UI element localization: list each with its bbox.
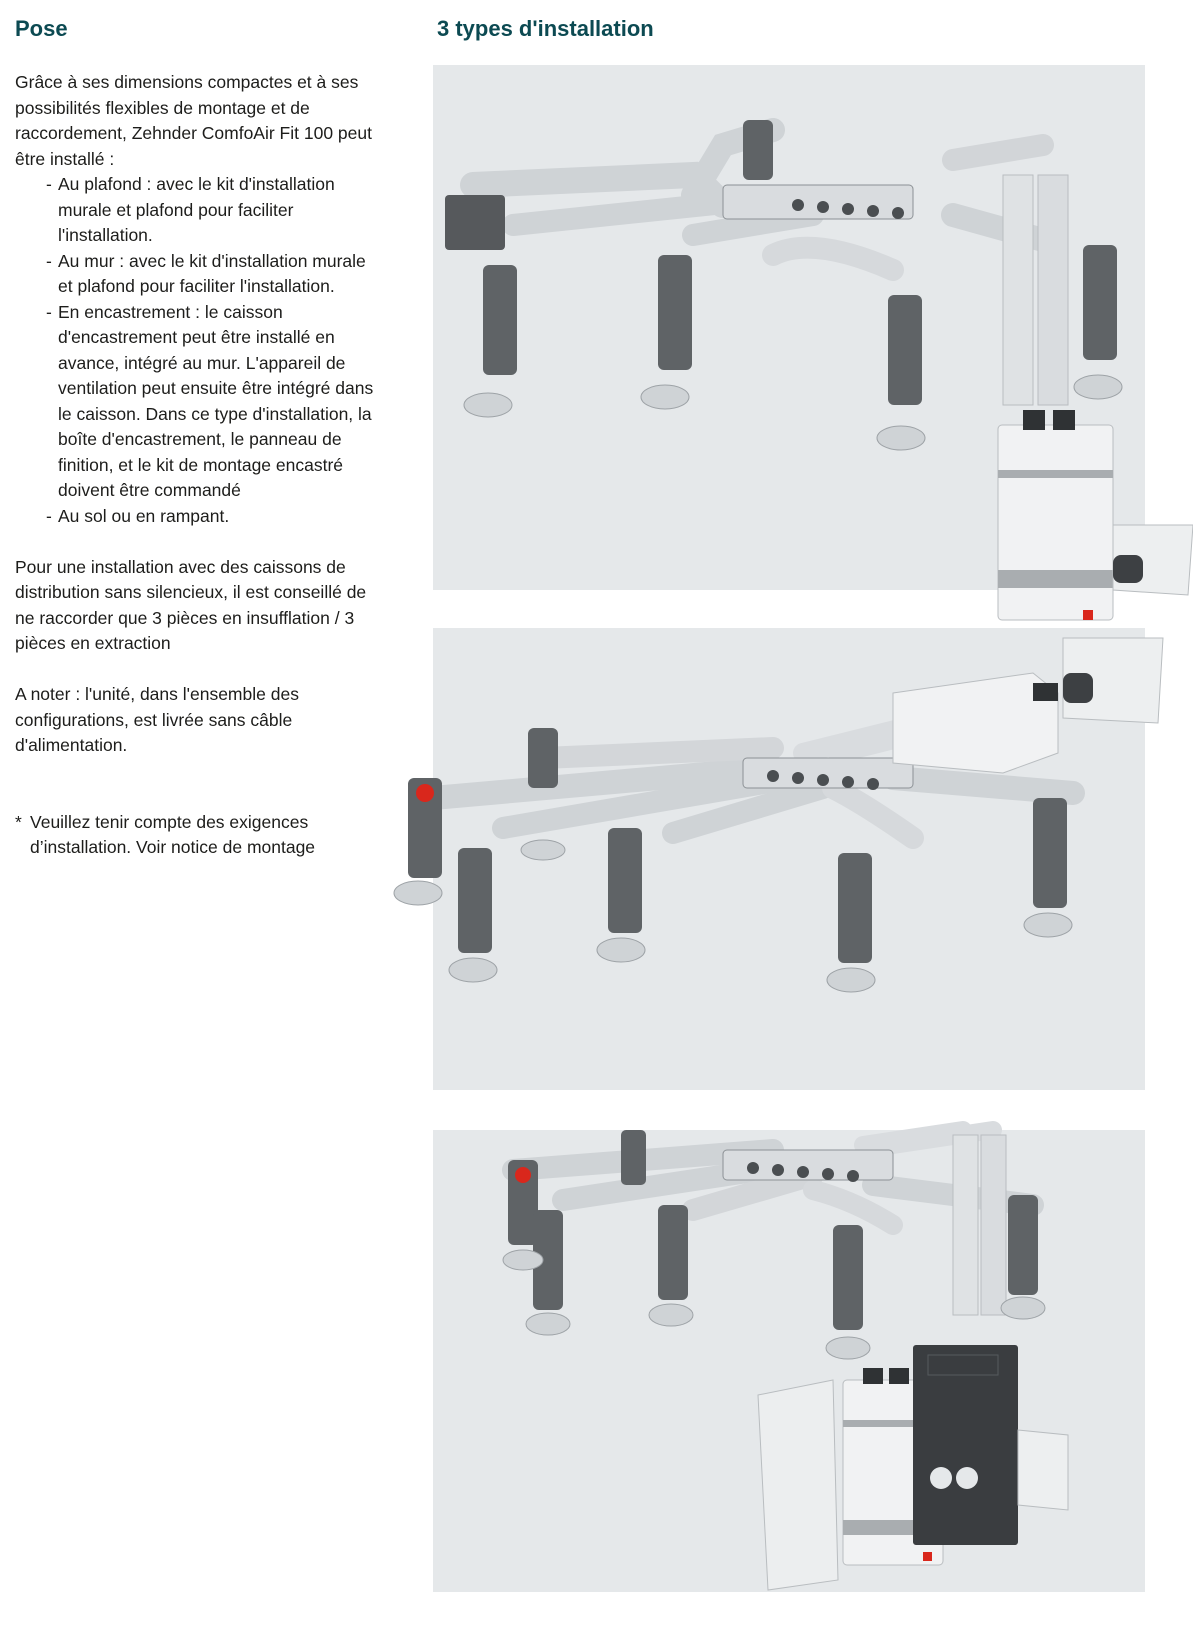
wall-plate — [1018, 1430, 1068, 1510]
vertical-duct — [1008, 1195, 1038, 1295]
spacer — [15, 657, 375, 683]
flex-duct — [773, 248, 893, 270]
recommendation-paragraph: Pour une installation avec des caissons de distribution sans silencieux, il est conseillé de ne raccorder que 3 pièces en insufflation / 3 pièces en extraction — [15, 556, 367, 653]
rigid-duct — [1003, 175, 1033, 405]
rigid-duct — [1038, 175, 1068, 405]
note-paragraph: A noter : l'unité, dans l'ensemble des configurations, est livrée sans câble d'alimentation. — [15, 684, 299, 755]
list-item — [15, 504, 375, 530]
vertical-duct — [833, 1225, 863, 1330]
diffuser-valve — [521, 840, 565, 860]
list-item — [15, 249, 375, 300]
bullet-dash: - — [46, 250, 52, 271]
diffuser-valve — [649, 1304, 693, 1326]
installation-illustration-ceiling — [433, 65, 1145, 590]
vertical-duct — [528, 728, 558, 788]
spacer — [15, 784, 375, 810]
footnote-text: Veuillez tenir compte des exigences d’installation. Voir notice de montage — [30, 811, 316, 857]
flex-duct — [833, 788, 913, 838]
diffuser-valve — [503, 1250, 543, 1270]
diffuser-valve — [1024, 913, 1072, 937]
flex-duct — [543, 748, 773, 758]
rigid-duct — [981, 1135, 1006, 1315]
diffuser-valve — [877, 426, 925, 450]
section-heading-pose: Pose — [15, 16, 68, 41]
ductwork-drawing — [393, 25, 1193, 645]
option-recessed: En encastrement : le caisson d'encastrement peut être installé en avance, intégré au mur. L'appareil de ventilation peut ensuite être intégré dans le caisson. Dans ce type d'installation, la boîte d'encastrement, le panneau de finition, et le kit de montage encastré doivent être commandé — [58, 301, 374, 500]
footnote — [15, 810, 375, 861]
diffuser-valve — [394, 881, 442, 905]
list-item — [15, 172, 375, 249]
flex-duct — [893, 778, 1073, 793]
bullet-dash: - — [46, 174, 52, 194]
footnote-marker: * — [15, 811, 22, 832]
vertical-duct — [458, 848, 492, 953]
spacer — [15, 529, 375, 555]
diffuser-valve — [641, 385, 689, 409]
vertical-duct — [1033, 798, 1067, 908]
vertical-duct — [621, 1130, 646, 1185]
vertical-duct — [743, 120, 773, 180]
section-heading-installation-types: 3 types d'installation — [437, 16, 654, 41]
vertical-duct — [1083, 245, 1117, 360]
diffuser-valve — [827, 968, 875, 992]
diffuser-valve — [597, 938, 645, 962]
diffuser-valve — [826, 1337, 870, 1359]
installation-illustration-recessed — [433, 1130, 1145, 1592]
vertical-duct — [888, 295, 922, 405]
vertical-duct — [658, 1205, 688, 1300]
ductwork-drawing — [393, 588, 1193, 1128]
vertical-duct — [658, 255, 692, 370]
diffuser-valve — [449, 958, 497, 982]
list-item — [15, 300, 375, 504]
diffuser-valve — [1074, 375, 1122, 399]
ductwork-drawing — [393, 1090, 1193, 1630]
diffuser-valve — [464, 393, 512, 417]
vertical-duct — [483, 265, 517, 375]
diffuser-valve — [1001, 1297, 1045, 1319]
silencer-box — [445, 195, 505, 250]
bullet-dash: - — [46, 505, 52, 526]
installation-options-list — [15, 172, 375, 529]
bullet-dash: - — [46, 301, 52, 322]
flex-duct — [953, 145, 1043, 160]
installation-illustration-wall — [433, 628, 1145, 1090]
vertical-duct — [838, 853, 872, 963]
option-wall: Au mur : avec le kit d'installation murale et plafond pour faciliter l'installation. — [58, 250, 366, 296]
option-floor: Au sol ou en rampant. — [58, 505, 230, 526]
rigid-duct — [953, 1135, 978, 1315]
option-ceiling: Au plafond : avec le kit d'installation murale et plafond pour faciliter l'installation. — [58, 174, 335, 245]
text-column — [15, 70, 375, 861]
intro-paragraph: Grâce à ses dimensions compactes et à ses possibilités flexibles de montage et de raccordement, Zehnder ComfoAir Fit 100 peut être installé : — [15, 72, 372, 169]
finishing-panel — [758, 1380, 838, 1590]
distribution-plenum — [723, 185, 913, 219]
spacer — [15, 759, 375, 785]
vertical-duct — [608, 828, 642, 933]
diffuser-valve — [526, 1313, 570, 1335]
